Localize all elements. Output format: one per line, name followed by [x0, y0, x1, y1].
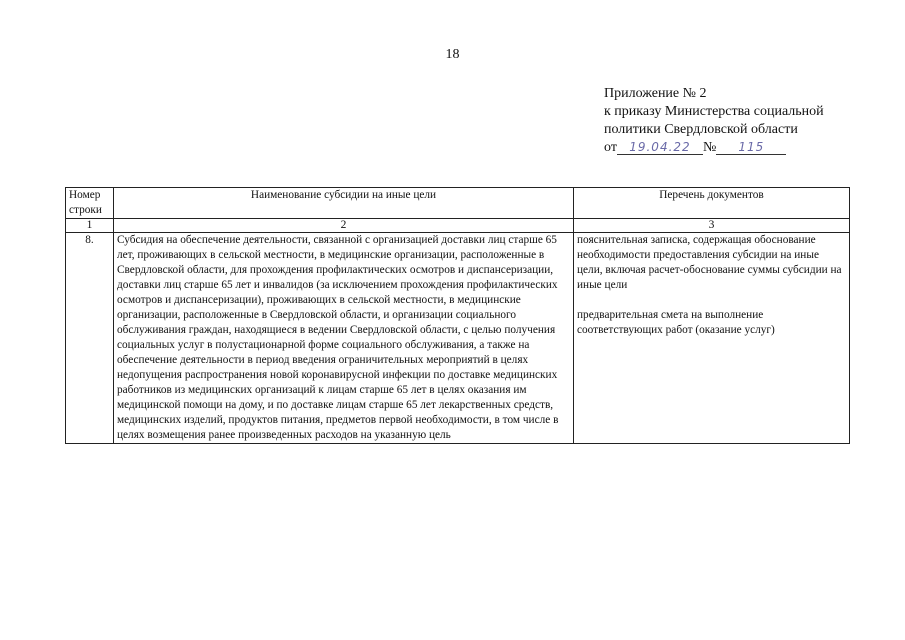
table-header-row [66, 188, 850, 219]
handwritten-date: 19.04.22 [617, 140, 703, 155]
page-number: 18 [445, 47, 460, 62]
column-number-1: 1 [66, 219, 114, 233]
number-prefix: № [702, 140, 717, 155]
appendix-order-line: к приказу Министерства социальной [604, 104, 824, 119]
column-number-2: 2 [114, 219, 574, 233]
handwritten-number: 115 [716, 140, 786, 155]
appendix-header [604, 85, 894, 157]
header-documents: Перечень документов [574, 188, 850, 219]
date-prefix: от [604, 140, 617, 155]
table-row [66, 233, 850, 444]
documents-cell [574, 233, 850, 444]
header-row-number: Номер строки [66, 188, 114, 219]
document-item: пояснительная записка, содержащая обоснование необходимости предоставления субсидии на иные цели, включая расчет-обоснование суммы субсидии на иные цели [577, 234, 842, 291]
subsidy-name-cell: Субсидия на обеспечение деятельности, связанной с организацией доставки лиц старше 65 лет, проживающих в сельской местности, в медицинские организации, расположенные в Свердловской области, для прохождения профилактических осмотров и диспансеризации, доставки лиц старше 65 лет и инвалидов (за исключением прохождения профилактических осмотров и диспансеризации), проживающих в сельской местности, в медицинские организации, расположенные в Свердловской области, и организации социального обслуживания граждан, находящиеся в ведении Свердловской области, с целью получения социальных услуг в полустационарной форме социального обслуживания, а также на обеспечение деятельности в период введения ограничительных мероприятий в целях недопущения распространения новой коронавирусной инфекции по доставке медицинских работников из медицинских организаций к лицам старше 65 лет в целях оказания им медицинской помощи на дому, и по доставке лицам старше 65 лет лекарственных средств, медицинских изделий, продуктов питания, предметов первой необходимости, в том числе в целях возмещения ранее произведенных расходов на указанную цель [114, 233, 574, 444]
document-item: предварительная смета на выполнение соответствующих работ (оказание услуг) [577, 309, 775, 336]
appendix-ministry-line: политики Свердловской области [604, 122, 798, 137]
appendix-date-line [604, 139, 894, 157]
header-subsidy-name: Наименование субсидии на иные цели [114, 188, 574, 219]
appendix-title: Приложение № 2 [604, 86, 707, 101]
column-number-row [66, 219, 850, 233]
column-number-3: 3 [574, 219, 850, 233]
row-number: 8. [66, 233, 114, 444]
subsidy-table [65, 187, 850, 444]
